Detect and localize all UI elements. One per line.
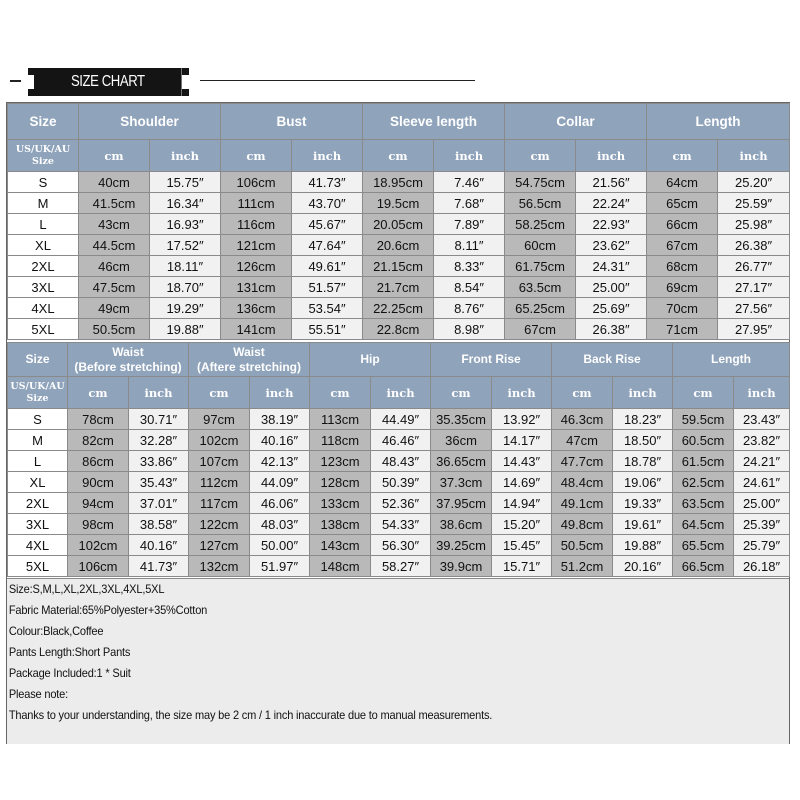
unit-cm-header: cm — [647, 140, 718, 172]
inch-value: 18.23″ — [613, 409, 673, 430]
inch-value: 15.45″ — [492, 535, 552, 556]
note-line: Size:S,M,L,XL,2XL,3XL,4XL,5XL — [8, 582, 165, 596]
note-line: Colour:Black,Coffee — [8, 624, 104, 638]
size-sub-header-line: US/UK/AU — [15, 143, 71, 155]
cm-value: 54.75cm — [505, 172, 576, 193]
column-group-length — [673, 343, 790, 377]
column-group-waist-aftere-stretching — [189, 343, 310, 377]
column-group-sleeve-length: Sleeve length — [363, 104, 505, 140]
cm-value: 82cm — [68, 430, 129, 451]
size-header: Size — [8, 343, 68, 377]
inch-value: 27.56″ — [718, 298, 790, 319]
inch-value: 25.20″ — [718, 172, 790, 193]
cm-value: 66cm — [647, 214, 718, 235]
inch-value: 15.75″ — [150, 172, 221, 193]
table-row — [8, 409, 790, 430]
unit-cm-header: cm — [673, 377, 734, 409]
header-rule — [200, 80, 475, 81]
column-group-waist-before-stretching — [68, 343, 189, 377]
cm-value: 136cm — [221, 298, 292, 319]
unit-inch-header: inch — [250, 377, 310, 409]
inch-value: 47.64″ — [292, 235, 363, 256]
cm-value: 67cm — [647, 235, 718, 256]
column-group-title: Front Rise — [461, 352, 521, 366]
inch-value: 45.67″ — [292, 214, 363, 235]
top-table-body — [8, 172, 790, 340]
inch-value: 41.73″ — [129, 556, 189, 577]
inch-value: 49.61″ — [292, 256, 363, 277]
inch-value: 23.43″ — [734, 409, 790, 430]
cm-value: 35.35cm — [431, 409, 492, 430]
group-row — [8, 343, 790, 377]
column-group-bust: Bust — [221, 104, 363, 140]
column-group-back-rise — [552, 343, 673, 377]
unit-row — [8, 140, 790, 172]
inch-value: 7.89″ — [434, 214, 505, 235]
cm-value: 43cm — [79, 214, 150, 235]
table-row — [8, 193, 790, 214]
bottom-table-body — [8, 409, 790, 577]
size-label: L — [8, 451, 68, 472]
cm-value: 18.95cm — [363, 172, 434, 193]
inch-value: 25.39″ — [734, 514, 790, 535]
inch-value: 14.69″ — [492, 472, 552, 493]
cm-value: 50.5cm — [79, 319, 150, 340]
cm-value: 123cm — [310, 451, 371, 472]
column-group-collar: Collar — [505, 104, 647, 140]
inch-value: 54.33″ — [371, 514, 431, 535]
cm-value: 20.6cm — [363, 235, 434, 256]
inch-value: 24.61″ — [734, 472, 790, 493]
inch-value: 16.93″ — [150, 214, 221, 235]
inch-value: 24.31″ — [576, 256, 647, 277]
inch-value: 22.24″ — [576, 193, 647, 214]
size-label: L — [8, 214, 79, 235]
cm-value: 67cm — [505, 319, 576, 340]
inch-value: 14.17″ — [492, 430, 552, 451]
cm-value: 64.5cm — [673, 514, 734, 535]
size-label: M — [8, 193, 79, 214]
size-label: XL — [8, 235, 79, 256]
inch-value: 48.03″ — [250, 514, 310, 535]
cm-value: 102cm — [189, 430, 250, 451]
cm-value: 62.5cm — [673, 472, 734, 493]
cm-value: 133cm — [310, 493, 371, 514]
table-row — [8, 556, 790, 577]
cm-value: 21.7cm — [363, 277, 434, 298]
inch-value: 15.71″ — [492, 556, 552, 577]
cm-value: 107cm — [189, 451, 250, 472]
inch-value: 23.82″ — [734, 430, 790, 451]
cm-value: 71cm — [647, 319, 718, 340]
cm-value: 50.5cm — [552, 535, 613, 556]
inch-value: 17.52″ — [150, 235, 221, 256]
cm-value: 141cm — [221, 319, 292, 340]
unit-row — [8, 377, 790, 409]
size-header: Size — [8, 104, 79, 140]
inch-value: 18.50″ — [613, 430, 673, 451]
cm-value: 59.5cm — [673, 409, 734, 430]
unit-inch-header: inch — [734, 377, 790, 409]
inch-value: 25.98″ — [718, 214, 790, 235]
size-label: 2XL — [8, 256, 79, 277]
unit-inch-header: inch — [576, 140, 647, 172]
inch-value: 8.98″ — [434, 319, 505, 340]
size-label: 5XL — [8, 319, 79, 340]
column-group-hip — [310, 343, 431, 377]
column-group-subtitle: (Before stretching) — [74, 359, 182, 374]
cm-value: 69cm — [647, 277, 718, 298]
cm-value: 60cm — [505, 235, 576, 256]
inch-value: 22.93″ — [576, 214, 647, 235]
cm-value: 47.5cm — [79, 277, 150, 298]
cm-value: 64cm — [647, 172, 718, 193]
table-row — [8, 430, 790, 451]
header-corner — [182, 68, 189, 75]
table-row — [8, 235, 790, 256]
cm-value: 66.5cm — [673, 556, 734, 577]
cm-value: 22.8cm — [363, 319, 434, 340]
inch-value: 25.69″ — [576, 298, 647, 319]
cm-value: 39.9cm — [431, 556, 492, 577]
table-row — [8, 493, 790, 514]
inch-value: 19.61″ — [613, 514, 673, 535]
inch-value: 26.77″ — [718, 256, 790, 277]
header-corner — [182, 89, 189, 96]
inch-value: 26.38″ — [718, 235, 790, 256]
column-group-title: Waist — [233, 344, 265, 359]
cm-value: 38.6cm — [431, 514, 492, 535]
note-line: Thanks to your understanding, the size may be 2 cm / 1 inch inaccurate due to manual measurements. — [8, 708, 493, 722]
cm-value: 132cm — [189, 556, 250, 577]
note-line: Pants Length:Short Pants — [8, 645, 131, 659]
inch-value: 8.11″ — [434, 235, 505, 256]
cm-value: 65.25cm — [505, 298, 576, 319]
cm-value: 65.5cm — [673, 535, 734, 556]
size-sub-header-line: Size — [26, 392, 49, 404]
unit-inch-header: inch — [292, 140, 363, 172]
inch-value: 46.46″ — [371, 430, 431, 451]
cm-value: 94cm — [68, 493, 129, 514]
inch-value: 26.38″ — [576, 319, 647, 340]
size-label: S — [8, 409, 68, 430]
cm-value: 138cm — [310, 514, 371, 535]
cm-value: 20.05cm — [363, 214, 434, 235]
cm-value: 121cm — [221, 235, 292, 256]
inch-value: 48.43″ — [371, 451, 431, 472]
table-row — [8, 535, 790, 556]
cm-value: 113cm — [310, 409, 371, 430]
inch-value: 42.13″ — [250, 451, 310, 472]
column-group-length: Length — [647, 104, 790, 140]
cm-value: 61.75cm — [505, 256, 576, 277]
table-row — [8, 451, 790, 472]
inch-value: 15.20″ — [492, 514, 552, 535]
inch-value: 19.33″ — [613, 493, 673, 514]
cm-value: 102cm — [68, 535, 129, 556]
cm-value: 56.5cm — [505, 193, 576, 214]
unit-cm-header: cm — [79, 140, 150, 172]
size-sub-header — [8, 377, 68, 409]
cm-value: 122cm — [189, 514, 250, 535]
cm-value: 44.5cm — [79, 235, 150, 256]
cm-value: 39.25cm — [431, 535, 492, 556]
inch-value: 14.94″ — [492, 493, 552, 514]
cm-value: 117cm — [189, 493, 250, 514]
inch-value: 58.27″ — [371, 556, 431, 577]
inch-value: 14.43″ — [492, 451, 552, 472]
size-label: 4XL — [8, 298, 79, 319]
inch-value: 26.18″ — [734, 556, 790, 577]
inch-value: 33.86″ — [129, 451, 189, 472]
cm-value: 118cm — [310, 430, 371, 451]
cm-value: 86cm — [68, 451, 129, 472]
inch-value: 23.62″ — [576, 235, 647, 256]
note-line: Fabric Material:65%Polyester+35%Cotton — [8, 603, 208, 617]
inch-value: 51.57″ — [292, 277, 363, 298]
column-group-subtitle: (Aftere stretching) — [197, 359, 302, 374]
inch-value: 30.71″ — [129, 409, 189, 430]
column-group-front-rise — [431, 343, 552, 377]
size-label: S — [8, 172, 79, 193]
cm-value: 63.5cm — [673, 493, 734, 514]
unit-inch-header: inch — [371, 377, 431, 409]
cm-value: 60.5cm — [673, 430, 734, 451]
inch-value: 37.01″ — [129, 493, 189, 514]
cm-value: 36cm — [431, 430, 492, 451]
cm-value: 51.2cm — [552, 556, 613, 577]
unit-inch-header: inch — [613, 377, 673, 409]
column-group-title: Hip — [360, 352, 380, 366]
inch-value: 41.73″ — [292, 172, 363, 193]
cm-value: 90cm — [68, 472, 129, 493]
cm-value: 68cm — [647, 256, 718, 277]
inch-value: 19.88″ — [150, 319, 221, 340]
inch-value: 52.36″ — [371, 493, 431, 514]
size-label: M — [8, 430, 68, 451]
cm-value: 127cm — [189, 535, 250, 556]
size-sub-header — [8, 140, 79, 172]
cm-value: 22.25cm — [363, 298, 434, 319]
inch-value: 40.16″ — [250, 430, 310, 451]
product-notes — [7, 578, 789, 744]
cm-value: 47.7cm — [552, 451, 613, 472]
inch-value: 13.92″ — [492, 409, 552, 430]
cm-value: 49.1cm — [552, 493, 613, 514]
unit-inch-header: inch — [434, 140, 505, 172]
inch-value: 8.33″ — [434, 256, 505, 277]
cm-value: 128cm — [310, 472, 371, 493]
inch-value: 25.00″ — [734, 493, 790, 514]
inch-value: 25.79″ — [734, 535, 790, 556]
size-label: 5XL — [8, 556, 68, 577]
unit-cm-header: cm — [189, 377, 250, 409]
cm-value: 97cm — [189, 409, 250, 430]
cm-value: 116cm — [221, 214, 292, 235]
column-group-title: Waist — [112, 344, 144, 359]
bottom-size-table — [7, 342, 790, 577]
unit-cm-header: cm — [505, 140, 576, 172]
cm-value: 63.5cm — [505, 277, 576, 298]
inch-value: 24.21″ — [734, 451, 790, 472]
size-label: 2XL — [8, 493, 68, 514]
inch-value: 40.16″ — [129, 535, 189, 556]
cm-value: 49cm — [79, 298, 150, 319]
size-sub-header-line: Size — [32, 155, 54, 167]
cm-value: 131cm — [221, 277, 292, 298]
cm-value: 40cm — [79, 172, 150, 193]
table-row — [8, 514, 790, 535]
inch-value: 18.78″ — [613, 451, 673, 472]
size-label: 3XL — [8, 514, 68, 535]
inch-value: 25.59″ — [718, 193, 790, 214]
unit-cm-header: cm — [363, 140, 434, 172]
inch-value: 55.51″ — [292, 319, 363, 340]
cm-value: 19.5cm — [363, 193, 434, 214]
inch-value: 7.68″ — [434, 193, 505, 214]
cm-value: 37.95cm — [431, 493, 492, 514]
size-chart-header — [0, 0, 800, 100]
inch-value: 27.95″ — [718, 319, 790, 340]
table-row — [8, 214, 790, 235]
unit-cm-header: cm — [68, 377, 129, 409]
table-row — [8, 319, 790, 340]
table-row — [8, 172, 790, 193]
inch-value: 18.70″ — [150, 277, 221, 298]
inch-value: 27.17″ — [718, 277, 790, 298]
page-title: SIZE CHART — [34, 68, 182, 96]
cm-value: 21.15cm — [363, 256, 434, 277]
inch-value: 46.06″ — [250, 493, 310, 514]
inch-value: 38.19″ — [250, 409, 310, 430]
unit-inch-header: inch — [492, 377, 552, 409]
cm-value: 48.4cm — [552, 472, 613, 493]
cm-value: 148cm — [310, 556, 371, 577]
inch-value: 50.39″ — [371, 472, 431, 493]
inch-value: 56.30″ — [371, 535, 431, 556]
inch-value: 44.49″ — [371, 409, 431, 430]
cm-value: 49.8cm — [552, 514, 613, 535]
column-group-title: Length — [711, 352, 752, 366]
table-row — [8, 298, 790, 319]
inch-value: 19.06″ — [613, 472, 673, 493]
cm-value: 78cm — [68, 409, 129, 430]
inch-value: 51.97″ — [250, 556, 310, 577]
cm-value: 61.5cm — [673, 451, 734, 472]
top-size-table — [7, 103, 790, 340]
cm-value: 37.3cm — [431, 472, 492, 493]
size-label: XL — [8, 472, 68, 493]
inch-value: 8.76″ — [434, 298, 505, 319]
inch-value: 53.54″ — [292, 298, 363, 319]
note-line: Please note: — [8, 687, 69, 701]
inch-value: 35.43″ — [129, 472, 189, 493]
inch-value: 44.09″ — [250, 472, 310, 493]
inch-value: 25.00″ — [576, 277, 647, 298]
note-line: Package Included:1 * Suit — [8, 666, 131, 680]
cm-value: 70cm — [647, 298, 718, 319]
unit-inch-header: inch — [150, 140, 221, 172]
cm-value: 36.65cm — [431, 451, 492, 472]
inch-value: 32.28″ — [129, 430, 189, 451]
cm-value: 98cm — [68, 514, 129, 535]
cm-value: 41.5cm — [79, 193, 150, 214]
column-group-title: Back Rise — [583, 352, 641, 366]
inch-value: 50.00″ — [250, 535, 310, 556]
cm-value: 46.3cm — [552, 409, 613, 430]
unit-cm-header: cm — [552, 377, 613, 409]
inch-value: 19.29″ — [150, 298, 221, 319]
table-row — [8, 472, 790, 493]
inch-value: 16.34″ — [150, 193, 221, 214]
inch-value: 19.88″ — [613, 535, 673, 556]
header-dash — [10, 80, 21, 82]
size-label: 3XL — [8, 277, 79, 298]
unit-cm-header: cm — [221, 140, 292, 172]
size-label: 4XL — [8, 535, 68, 556]
cm-value: 143cm — [310, 535, 371, 556]
inch-value: 20.16″ — [613, 556, 673, 577]
cm-value: 112cm — [189, 472, 250, 493]
table-row — [8, 256, 790, 277]
cm-value: 111cm — [221, 193, 292, 214]
cm-value: 126cm — [221, 256, 292, 277]
cm-value: 47cm — [552, 430, 613, 451]
cm-value: 106cm — [221, 172, 292, 193]
unit-cm-header: cm — [431, 377, 492, 409]
unit-inch-header: inch — [718, 140, 790, 172]
size-sub-header-line: US/UK/AU — [10, 380, 65, 392]
cm-value: 46cm — [79, 256, 150, 277]
cm-value: 58.25cm — [505, 214, 576, 235]
inch-value: 7.46″ — [434, 172, 505, 193]
cm-value: 106cm — [68, 556, 129, 577]
table-row — [8, 277, 790, 298]
inch-value: 21.56″ — [576, 172, 647, 193]
inch-value: 43.70″ — [292, 193, 363, 214]
inch-value: 38.58″ — [129, 514, 189, 535]
column-group-shoulder: Shoulder — [79, 104, 221, 140]
inch-value: 18.11″ — [150, 256, 221, 277]
inch-value: 8.54″ — [434, 277, 505, 298]
unit-cm-header: cm — [310, 377, 371, 409]
unit-inch-header: inch — [129, 377, 189, 409]
cm-value: 65cm — [647, 193, 718, 214]
